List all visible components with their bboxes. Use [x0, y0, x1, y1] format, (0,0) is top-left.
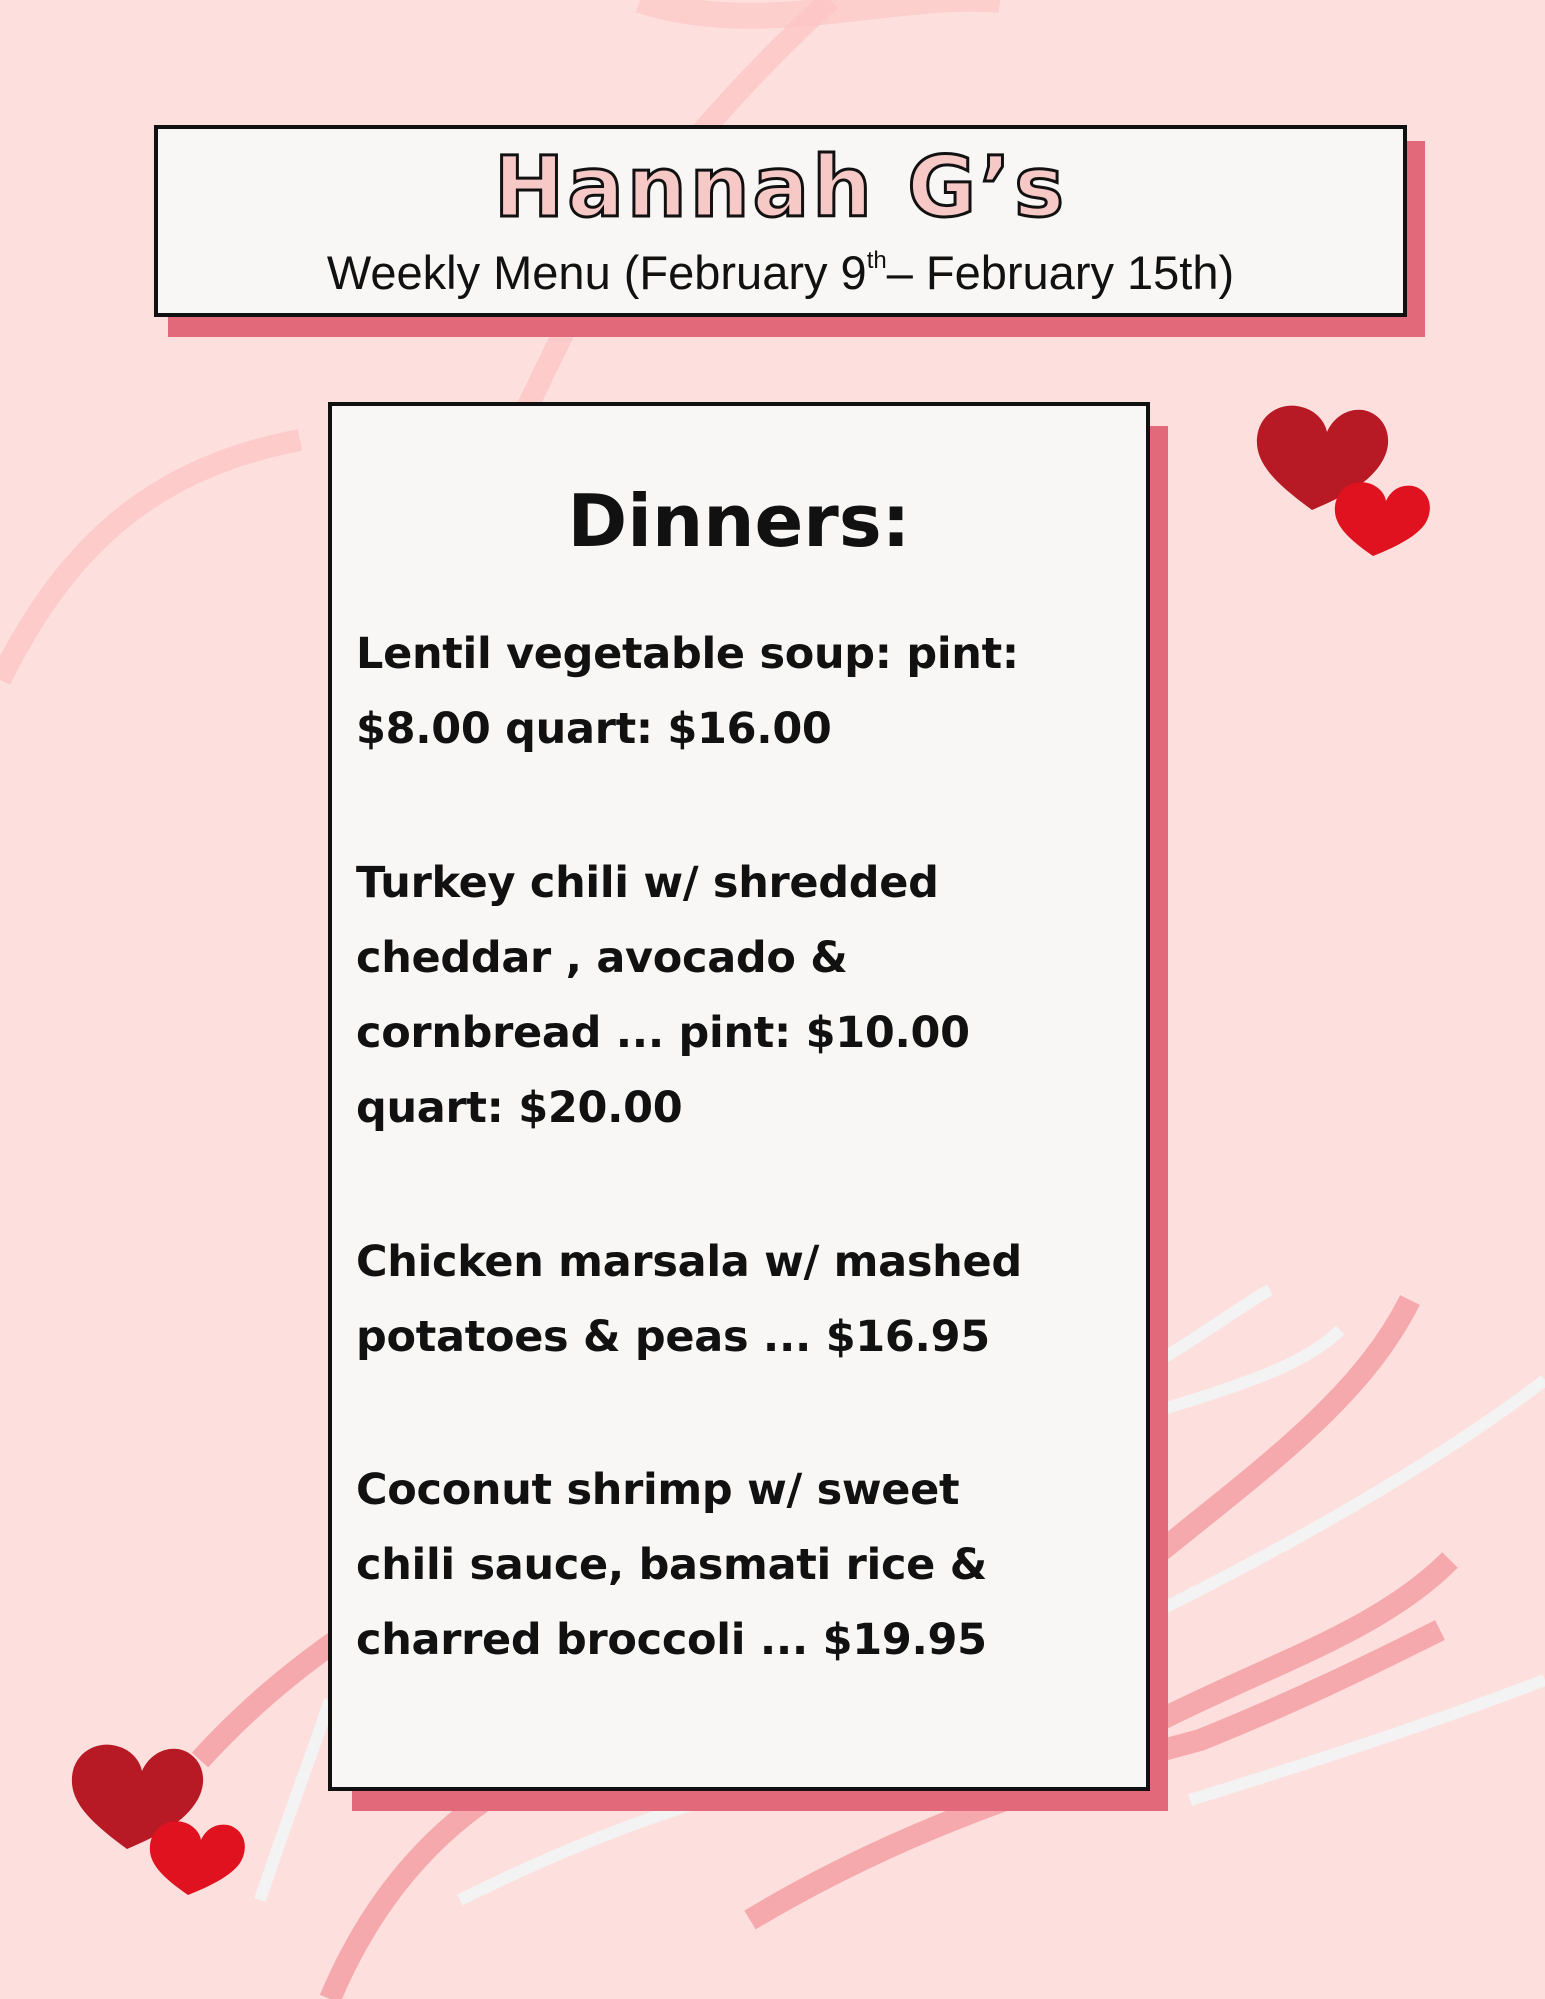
menu-item: Lentil vegetable soup: pint: $8.00 quart: $16.00 — [356, 629, 1019, 754]
menu-card — [328, 402, 1150, 1791]
subtitle-prefix: Weekly Menu (February 9 — [326, 246, 867, 299]
heart-icon — [1255, 398, 1435, 563]
brand-name: Hannah G’s — [493, 138, 1068, 236]
heart-icon — [70, 1737, 250, 1902]
menu-date-range — [158, 245, 1403, 300]
menu-item: Turkey chili w/ shredded cheddar , avocado & cornbread ... pint: $10.00 quart: $20.00 — [356, 858, 970, 1133]
subtitle-suffix: – February 15th) — [886, 246, 1235, 299]
menu-section-title: Dinners: — [567, 479, 911, 563]
menu-item: Coconut shrimp w/ sweet chili sauce, basmati rice & charred broccoli ... $19.95 — [356, 1465, 987, 1665]
header-card — [154, 125, 1407, 317]
menu-item: Chicken marsala w/ mashed potatoes & peas ... $16.95 — [356, 1237, 1022, 1362]
subtitle-superscript: th — [866, 247, 887, 275]
